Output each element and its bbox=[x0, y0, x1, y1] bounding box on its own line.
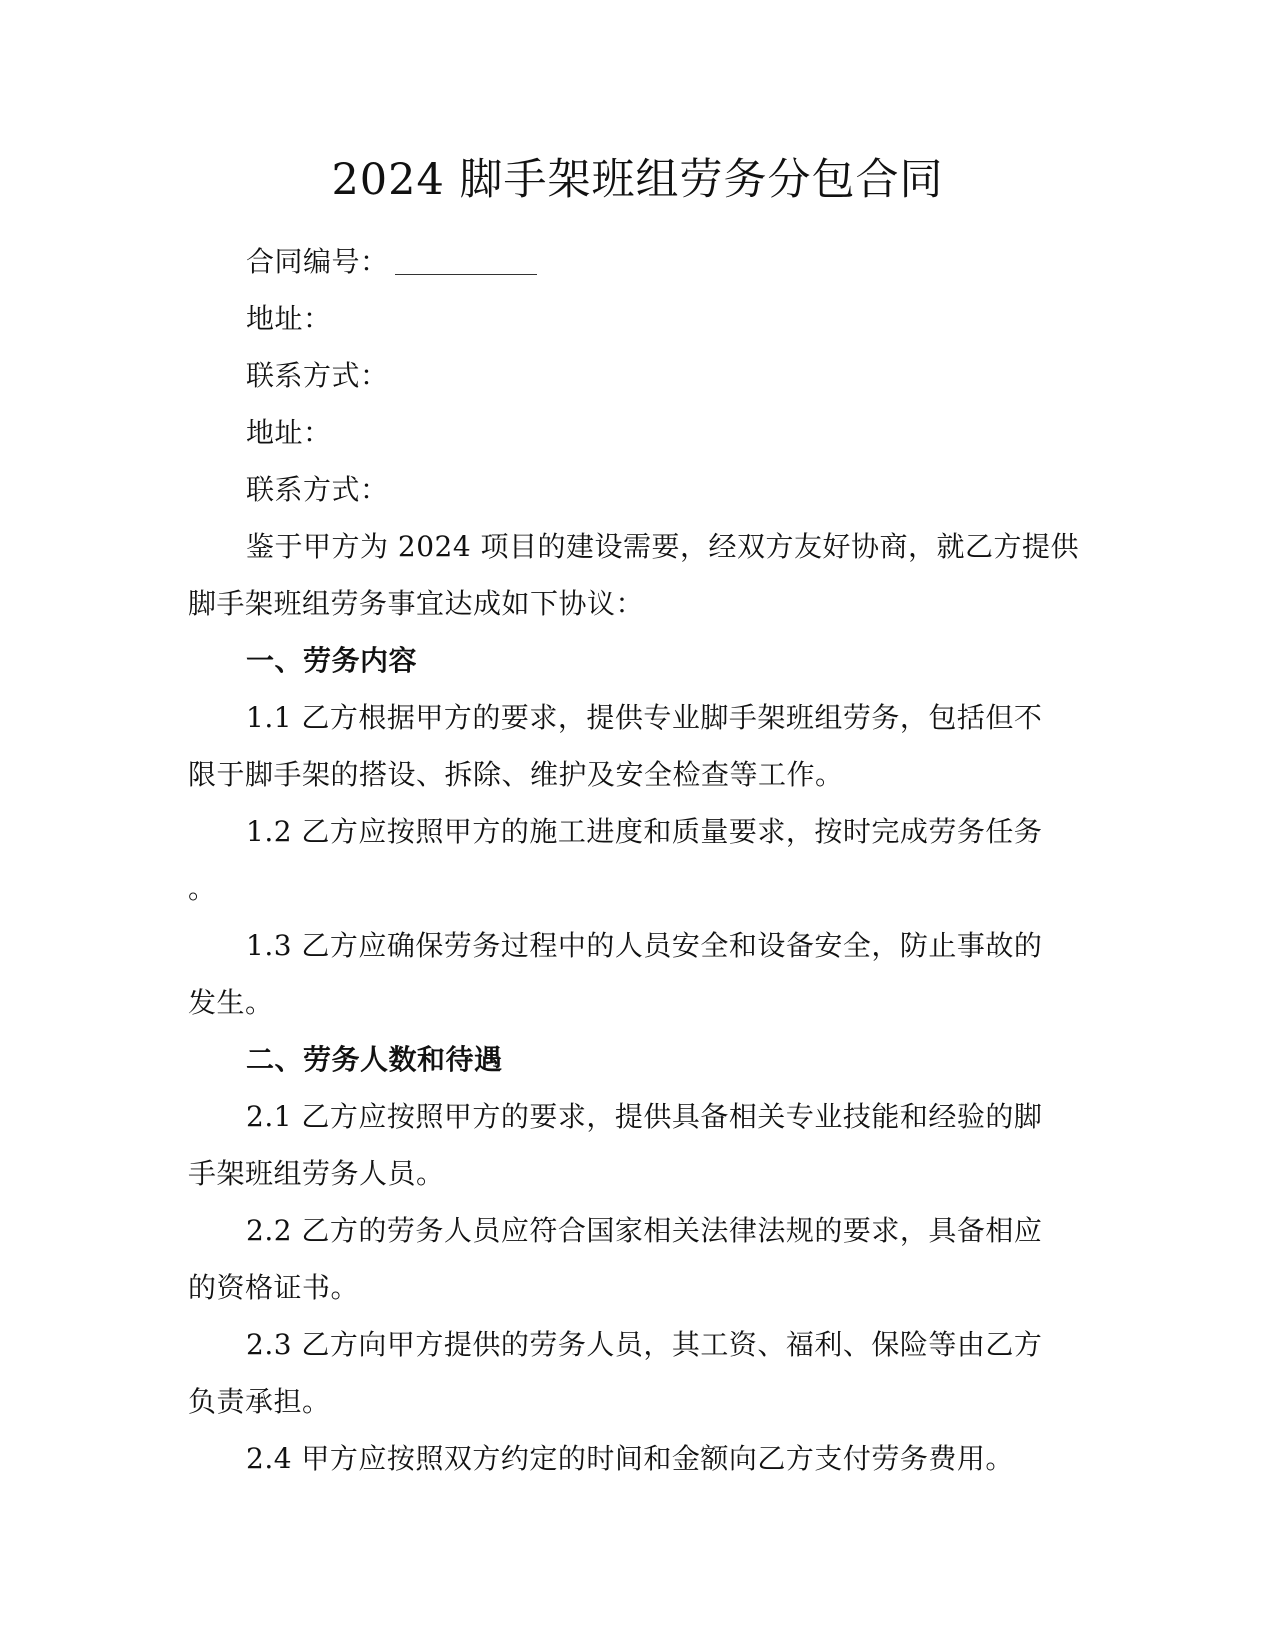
clause-2-1-line-2: 手架班组劳务人员。 bbox=[188, 1157, 445, 1190]
clause-2-2-line-1: 2.2 乙方的劳务人员应符合国家相关法律法规的要求，具备相应 bbox=[246, 1214, 1043, 1247]
section-heading-1: 一、劳务内容 bbox=[246, 644, 418, 677]
address-a-line: 地址： bbox=[246, 302, 332, 335]
clause-1-1-line-1: 1.1 乙方根据甲方的要求，提供专业脚手架班组劳务，包括但不 bbox=[246, 701, 1043, 734]
preamble-line-1: 鉴于甲方为 2024 项目的建设需要，经双方友好协商，就乙方提供 bbox=[246, 530, 1080, 563]
contact-b-line: 联系方式： bbox=[246, 473, 389, 506]
clause-2-3-line-2: 负责承担。 bbox=[188, 1385, 331, 1418]
clause-1-1-line-2: 限于脚手架的搭设、拆除、维护及安全检查等工作。 bbox=[188, 758, 844, 791]
clause-1-2-line-1: 1.2 乙方应按照甲方的施工进度和质量要求，按时完成劳务任务 bbox=[246, 815, 1043, 848]
contract-number-line bbox=[188, 233, 1088, 290]
contract-number-label: 合同编号： bbox=[246, 245, 389, 278]
clause-1-2-line-2: 。 bbox=[188, 872, 217, 905]
clause-1-3-line-1: 1.3 乙方应确保劳务过程中的人员安全和设备安全，防止事故的 bbox=[246, 929, 1043, 962]
document-body bbox=[188, 233, 1088, 1487]
section-heading-2: 二、劳务人数和待遇 bbox=[246, 1043, 503, 1076]
contract-number-blank bbox=[395, 244, 537, 275]
document-title: 2024 脚手架班组劳务分包合同 bbox=[331, 155, 944, 205]
clause-1-3-line-2: 发生。 bbox=[188, 986, 274, 1019]
clause-2-1-line-1: 2.1 乙方应按照甲方的要求，提供具备相关专业技能和经验的脚 bbox=[246, 1100, 1043, 1133]
contact-a-line: 联系方式： bbox=[246, 359, 389, 392]
clause-2-3-line-1: 2.3 乙方向甲方提供的劳务人员，其工资、福利、保险等由乙方 bbox=[246, 1328, 1043, 1361]
clause-2-4-line-1: 2.4 甲方应按照双方约定的时间和金额向乙方支付劳务费用。 bbox=[246, 1442, 1014, 1475]
preamble-line-2: 脚手架班组劳务事宜达成如下协议： bbox=[188, 587, 645, 620]
clause-2-2-line-2: 的资格证书。 bbox=[188, 1271, 360, 1304]
address-b-line: 地址： bbox=[246, 416, 332, 449]
